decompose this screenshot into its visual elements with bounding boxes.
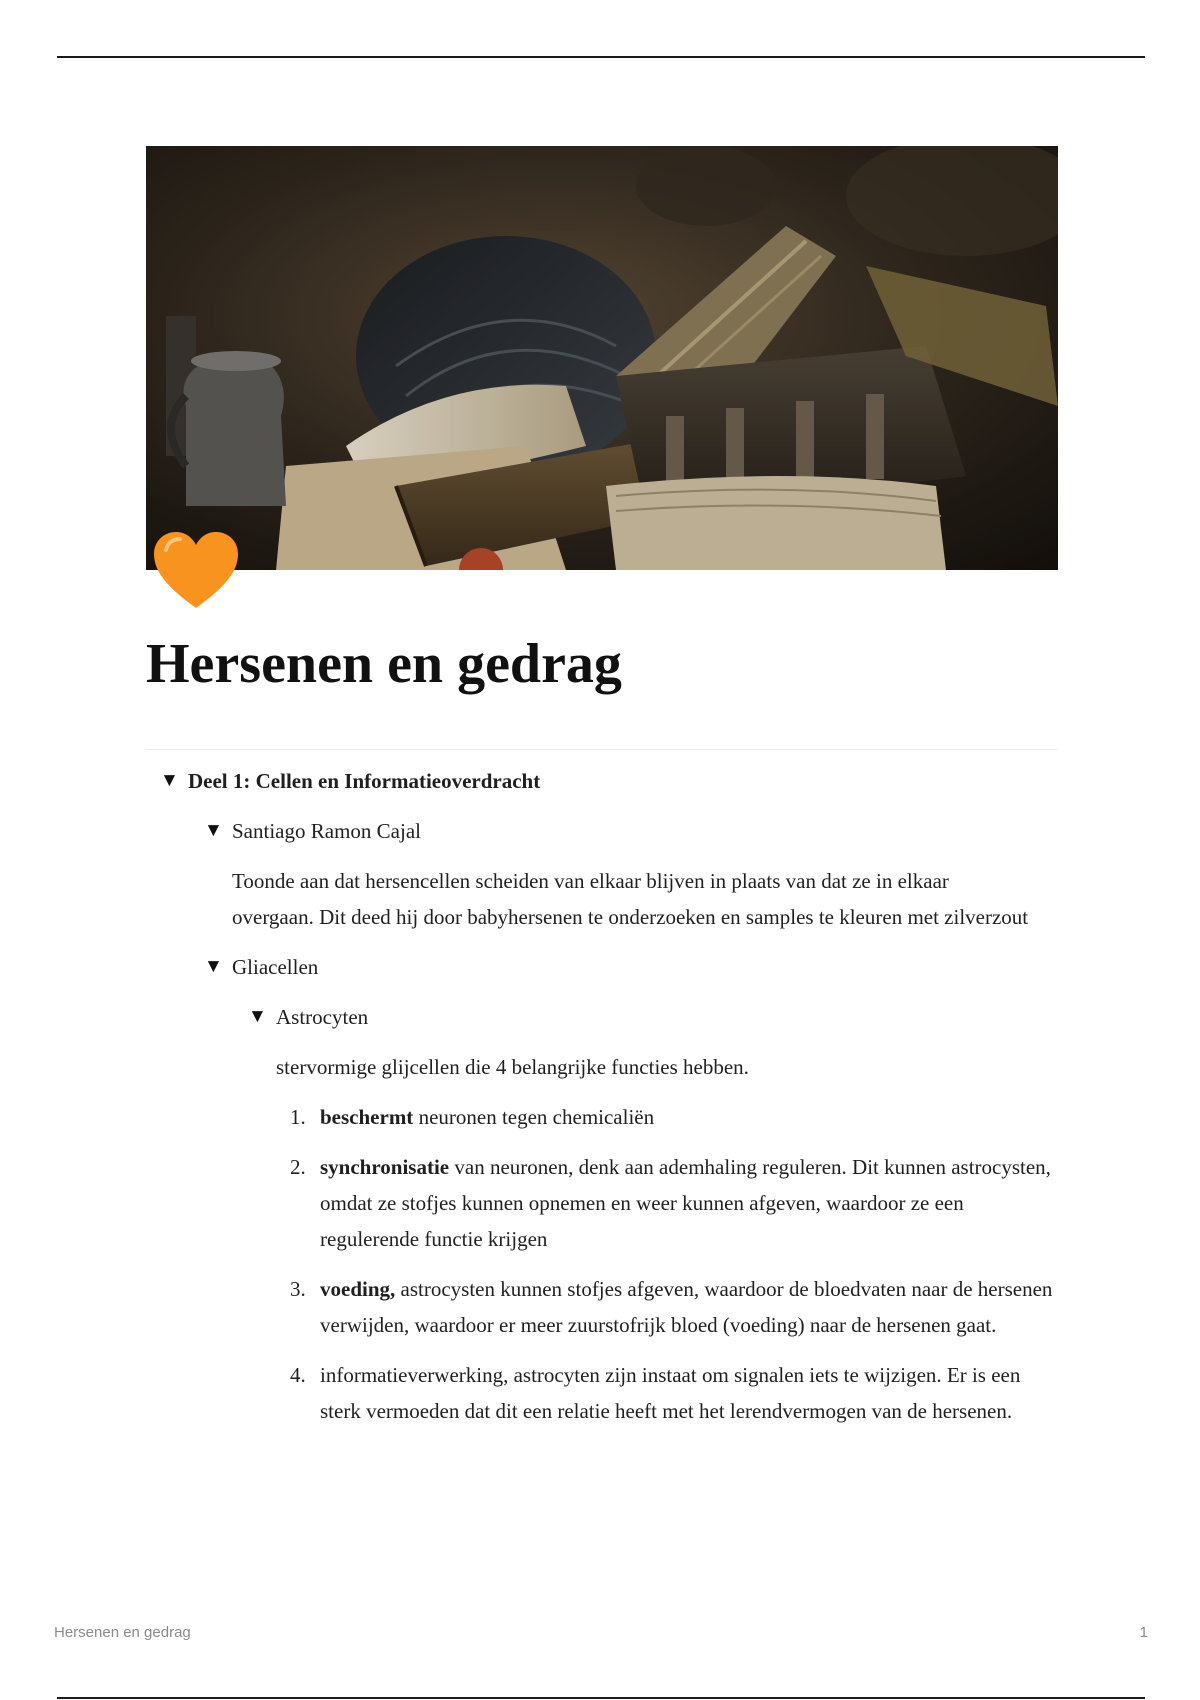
- cajal-paragraph: Toonde aan dat hersencellen scheiden van elkaar blijven in plaats van dat ze in elkaar overgaan. Dit deed hij door babyhersenen te onderzoeken en samples te kleuren met zilverzout: [232, 869, 1029, 929]
- list-text: [320, 1357, 1058, 1429]
- page-content: [146, 763, 1058, 1443]
- list-rest-text: informatieverwerking, astrocyten zijn instaat om signalen iets te wijzigen. Er is een sterk vermoeden dat dit een relatie heeft met het lerendvermogen van de hersenen.: [320, 1363, 1021, 1423]
- orange-heart-icon: [150, 528, 242, 614]
- list-number: 2.: [290, 1155, 306, 1179]
- list-item: [276, 1357, 1058, 1429]
- top-rule: [57, 56, 1145, 58]
- list-number: 1.: [290, 1105, 306, 1129]
- list-bold-term: synchronisatie: [320, 1155, 450, 1179]
- footer-title: Hersenen en gedrag: [54, 1624, 191, 1641]
- toggle-astrocyten[interactable]: [234, 999, 1058, 1035]
- toggle-triangle-icon[interactable]: ▼: [160, 770, 179, 791]
- page-title: Hersenen en gedrag: [146, 633, 622, 695]
- list-bold-term: beschermt: [320, 1105, 414, 1129]
- toggle-heading: Astrocyten: [276, 1005, 369, 1029]
- toggle-heading: Santiago Ramon Cajal: [232, 819, 421, 843]
- toggle-heading: Gliacellen: [232, 955, 319, 979]
- list-number: 3.: [290, 1277, 306, 1301]
- title-divider: [146, 749, 1058, 750]
- list-text: [320, 1099, 1058, 1135]
- list-rest-text: neuronen tegen chemicaliën: [413, 1105, 655, 1129]
- list-item: [276, 1149, 1058, 1257]
- astrocyten-functions-list: [276, 1099, 1058, 1429]
- toggle-heading: Deel 1: Cellen en Informatieoverdracht: [188, 769, 541, 793]
- list-rest-text: astrocysten kunnen stofjes afgeven, waardoor de bloedvaten naar de hersenen verwijden, waardoor er meer zuurstofrijk bloed (voeding) naar de hersenen gaat.: [320, 1277, 1053, 1337]
- toggle-santiago-ramon-cajal[interactable]: [190, 813, 1058, 849]
- cover-image: [146, 146, 1058, 570]
- toggle-gliacellen[interactable]: [190, 949, 1058, 985]
- toggle-triangle-icon[interactable]: ▼: [248, 1006, 267, 1027]
- list-text: [320, 1271, 1058, 1343]
- footer-page-number: 1: [1139, 1624, 1148, 1641]
- list-item: [276, 1271, 1058, 1343]
- bottom-rule: [57, 1697, 1145, 1699]
- list-item: [276, 1099, 1058, 1135]
- list-rest-text: van neuronen, denk aan ademhaling reguleren. Dit kunnen astrocysten, omdat ze stofjes kunnen opnemen en weer kunnen afgeven, waardoor ze een regulerende functie krijgen: [320, 1155, 1051, 1251]
- toggle-triangle-icon[interactable]: ▼: [204, 956, 223, 977]
- astrocyten-intro: stervormige glijcellen die 4 belangrijke functies hebben.: [276, 1055, 749, 1079]
- list-bold-term: voeding,: [320, 1277, 396, 1301]
- list-number: 4.: [290, 1363, 306, 1387]
- toggle-deel-1[interactable]: [146, 763, 1058, 799]
- toggle-triangle-icon[interactable]: ▼: [204, 820, 223, 841]
- list-text: [320, 1149, 1058, 1257]
